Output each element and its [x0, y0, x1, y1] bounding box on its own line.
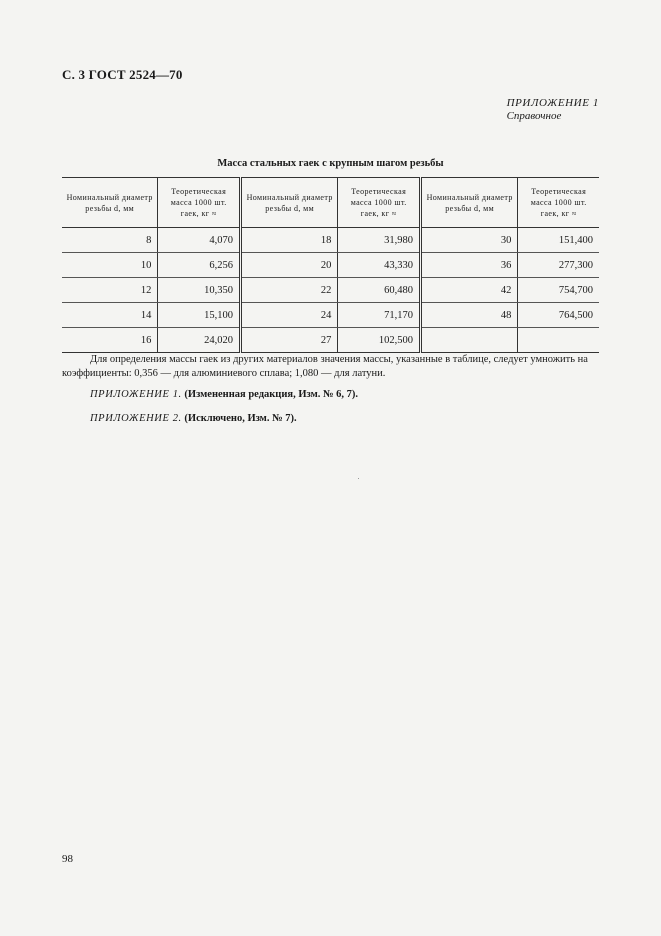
diameter-cell: 42 [420, 278, 517, 303]
column-header-diameter: Номинальный диаметр резьбы d, мм [420, 178, 517, 228]
table-row [62, 328, 599, 353]
appendix-label: ПРИЛОЖЕНИЕ 1 [506, 97, 599, 109]
column-header-mass: Теоретическая масса 1000 шт. гаек, кг ≈ [518, 178, 599, 228]
table-note-paragraph: Для определения массы гаек из других материалов значения массы, указанные в таблице, следует умножить на коэффициенты: 0,356 — для алюминиевого сплава; 1,080 — для латуни. [62, 354, 588, 379]
amendment-line-appendix-2 [90, 413, 297, 424]
diameter-cell: 10 [62, 253, 158, 278]
diameter-cell: 36 [420, 253, 517, 278]
mass-cell [518, 328, 599, 353]
mass-cell: 4,070 [158, 228, 241, 253]
diameter-cell: 20 [240, 253, 337, 278]
amendment-line-appendix-1 [90, 389, 358, 400]
mass-cell: 10,350 [158, 278, 241, 303]
amendment-label: ПРИЛОЖЕНИЕ 1. [90, 389, 182, 400]
scan-speck [358, 478, 359, 479]
diameter-cell: 30 [420, 228, 517, 253]
table-row [62, 253, 599, 278]
column-header-diameter: Номинальный диаметр резьбы d, мм [62, 178, 158, 228]
amendment-label: ПРИЛОЖЕНИЕ 2. [90, 413, 182, 424]
mass-cell: 102,500 [338, 328, 421, 353]
column-header-mass: Теоретическая масса 1000 шт. гаек, кг ≈ [338, 178, 421, 228]
amendment-text: (Измененная редакция, Изм. № 6, 7). [184, 389, 359, 400]
mass-cell: 764,500 [518, 303, 599, 328]
mass-cell: 6,256 [158, 253, 241, 278]
diameter-cell [420, 328, 517, 353]
diameter-cell: 24 [240, 303, 337, 328]
column-header-mass: Теоретическая масса 1000 шт. гаек, кг ≈ [158, 178, 241, 228]
table-row [62, 228, 599, 253]
mass-cell: 15,100 [158, 303, 241, 328]
diameter-cell: 27 [240, 328, 337, 353]
mass-cell: 24,020 [158, 328, 241, 353]
diameter-cell: 12 [62, 278, 158, 303]
appendix-label-block [507, 97, 599, 123]
diameter-cell: 22 [240, 278, 337, 303]
mass-cell: 754,700 [518, 278, 599, 303]
mass-cell: 31,980 [338, 228, 421, 253]
table-row [62, 278, 599, 303]
diameter-cell: 18 [240, 228, 337, 253]
diameter-cell: 8 [62, 228, 158, 253]
diameter-cell: 16 [140, 334, 152, 346]
diameter-cell: 14 [62, 303, 158, 328]
amendment-text: (Исключено, Изм. № 7). [184, 413, 297, 424]
page-number: 98 [62, 853, 73, 865]
column-header-diameter: Номинальный диаметр резьбы d, мм [240, 178, 337, 228]
page-header-title: С. 3 ГОСТ 2524—70 [62, 67, 183, 82]
table-row [62, 303, 599, 328]
table-header-row [62, 178, 599, 228]
diameter-cell: 48 [420, 303, 517, 328]
table-title: Масса стальных гаек с крупным шагом резьбы [217, 158, 444, 169]
mass-cell: 43,330 [338, 253, 421, 278]
mass-cell: 277,300 [518, 253, 599, 278]
mass-cell: 60,480 [338, 278, 421, 303]
mass-cell: 151,400 [518, 228, 599, 253]
mass-cell: 71,170 [338, 303, 421, 328]
nut-mass-table [62, 177, 599, 353]
appendix-note: Справочное [506, 110, 562, 122]
